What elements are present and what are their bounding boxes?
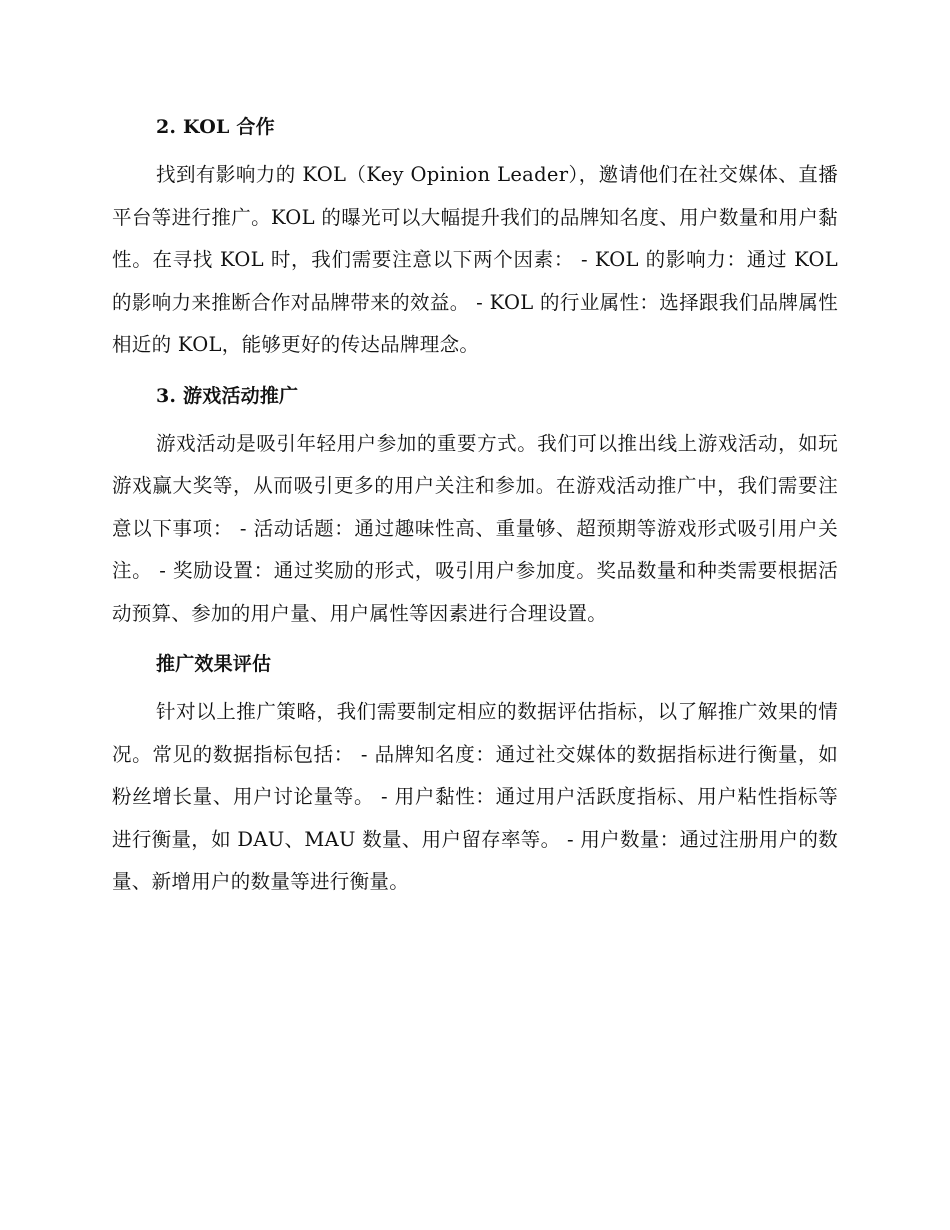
section-body-game-activity: 游戏活动是吸引年轻用户参加的重要方式。我们可以推出线上游戏活动，如玩游戏赢大奖等，从而吸引更多的用户关注和参加。在游戏活动推广中，我们需要注意以下事项： - 活动话题：通过趣味性高、重量够、超预期等游戏形式吸引用户关注。 - 奖励设置：通过奖励的形式，吸引用户参加度。奖品数量和种类需要根据活动预算、参加的用户量、用户属性等因素进行合理设置。 [112, 431, 838, 625]
section-heading-kol: 2. KOL 合作 [156, 116, 275, 138]
section-body-kol: 找到有影响力的 KOL（Key Opinion Leader），邀请他们在社交媒体、直播平台等进行推广。KOL 的曝光可以大幅提升我们的品牌知名度、用户数量和用户黏性。在寻找 KOL 时，我们需要注意以下两个因素： - KOL 的影响力：通过 KOL 的影响力来推断合作对品牌带来的效益。 - KOL 的行业属性：选择跟我们品牌属性相近的 KOL，能够更好的传达品牌理念。 [112, 163, 838, 356]
section-body-evaluation: 针对以上推广策略，我们需要制定相应的数据评估指标，以了解推广效果的情况。常见的数据指标包括： - 品牌知名度：通过社交媒体的数据指标进行衡量，如粉丝增长量、用户讨论量等。 - 用户黏性：通过用户活跃度指标、用户粘性指标等进行衡量，如 DAU、MAU 数量、用户留存率等。 - 用户数量：通过注册用户的数量、新增用户的数量等进行衡量。 [112, 700, 838, 893]
document-content [112, 106, 838, 912]
section-heading-game-activity: 3. 游戏活动推广 [156, 384, 299, 407]
section-heading-evaluation: 推广效果评估 [156, 653, 272, 675]
